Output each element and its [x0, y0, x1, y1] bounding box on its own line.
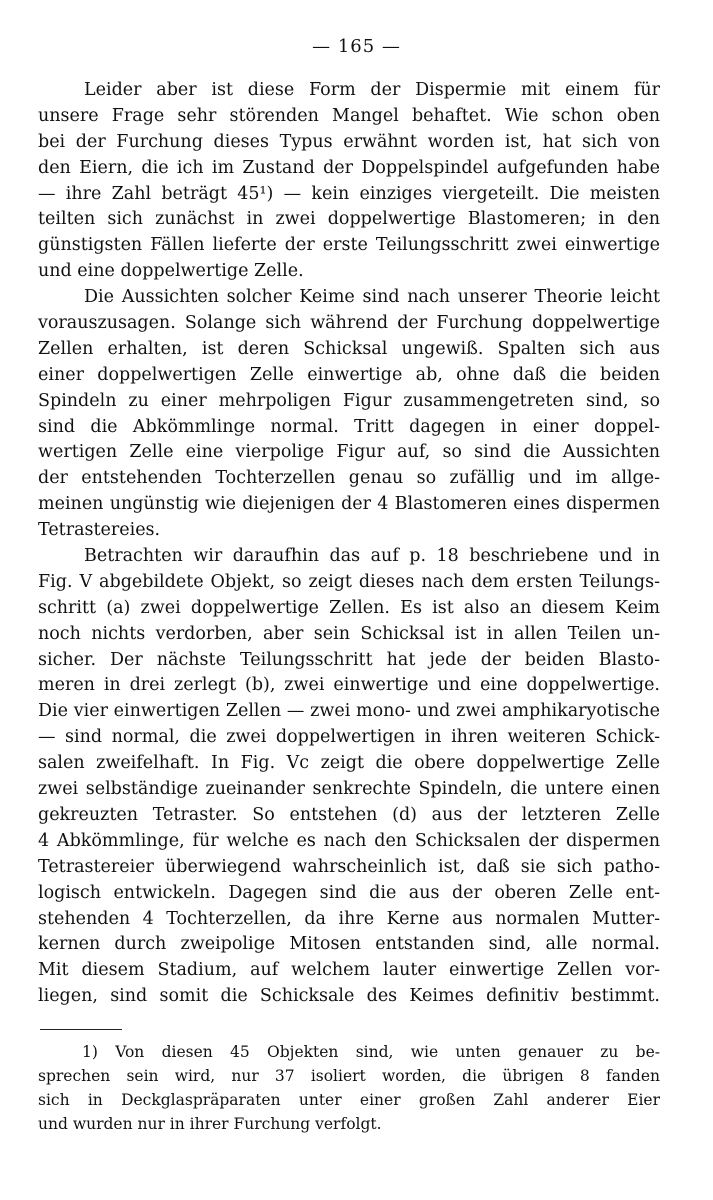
paragraph-3-line: gekreuzten Tetraster. So entstehen (d) aus der letzteren Zelle	[38, 804, 660, 825]
paragraph-3-line: Betrachten wir daraufhin das auf p. 18 beschriebene und in	[84, 546, 660, 567]
paragraph-3-line: Die vier einwertigen Zellen — zwei mono- und zwei amphikaryotische	[38, 701, 660, 722]
footnote-line: und wurden nur in ihrer Furchung verfolgt.	[38, 1115, 382, 1133]
paragraph-1-line: günstigsten Fällen lieferte der erste Teilungsschritt zwei einwertige	[38, 235, 660, 256]
paragraph-3-line: logisch entwickeln. Dagegen sind die aus der oberen Zelle ent-	[38, 882, 660, 903]
footnote-line: sich in Deckglaspräparaten unter einer großen Zahl anderer Eier	[38, 1091, 660, 1109]
paragraph-3-line: Mit diesem Stadium, auf welchem lauter einwertige Zellen vor-	[38, 960, 660, 981]
page-number: — 165 —	[312, 36, 401, 57]
paragraph-2-line: wertigen Zelle eine vierpolige Figur auf, so sind die Aussichten	[38, 442, 660, 463]
paragraph-2-line: vorauszusagen. Solange sich während der Furchung doppelwertige	[38, 313, 660, 334]
paragraph-3-line: sicher. Der nächste Teilungsschritt hat jede der beiden Blasto-	[38, 649, 660, 670]
paragraph-3-line: Tetrastereier überwiegend wahrscheinlich ist, daß sie sich patho-	[38, 856, 660, 877]
body-text	[38, 78, 660, 1010]
paragraph-2-line: Spindeln zu einer mehrpoligen Figur zusammengetreten sind, so	[38, 390, 660, 411]
footnote-divider	[40, 1029, 122, 1030]
paragraph-1-line: teilten sich zunächst in zwei doppelwertige Blastomeren; in den	[38, 209, 660, 230]
footnote-line: 1) Von diesen 45 Objekten sind, wie unten genauer zu be-	[82, 1043, 660, 1061]
paragraph-3-line: schritt (a) zwei doppelwertige Zellen. Es ist also an diesem Keim	[38, 597, 660, 618]
paragraph-1-line: unsere Frage sehr störenden Mangel behaftet. Wie schon oben	[38, 105, 660, 126]
paragraph-2-line: Tetrastereies.	[38, 520, 161, 541]
paragraph-2-line: der entstehenden Tochterzellen genau so zufällig und im allge-	[38, 468, 660, 489]
paragraph-3-line: Fig. V abgebildete Objekt, so zeigt dieses nach dem ersten Teilungs-	[38, 571, 660, 592]
paragraph-3-line: meren in drei zerlegt (b), zwei einwertige und eine doppelwertige.	[38, 675, 660, 696]
paragraph-2-line: Die Aussichten solcher Keime sind nach unserer Theorie leicht	[84, 287, 660, 308]
paragraph-3-line: stehenden 4 Tochterzellen, da ihre Kerne aus normalen Mutter-	[38, 908, 660, 929]
paragraph-2-line: einer doppelwertigen Zelle einwertige ab, ohne daß die beiden	[38, 364, 660, 385]
paragraph-2-line: sind die Abkömmlinge normal. Tritt dagegen in einer doppel-	[38, 416, 660, 437]
paragraph-3-line: — sind normal, die zwei doppelwertigen in ihren weiteren Schick-	[38, 727, 660, 748]
paragraph-3-line: liegen, sind somit die Schicksale des Keimes definitiv bestimmt.	[38, 986, 660, 1007]
paragraph-1-line-footnote-ref: — ihre Zahl beträgt 45¹) — kein einziges viergeteilt. Die meisten	[38, 183, 660, 204]
paragraph-2-line: Zellen erhalten, ist deren Schicksal ungewiß. Spalten sich aus	[38, 338, 660, 359]
paragraph-2-line: meinen ungünstig wie diejenigen der 4 Blastomeren eines dispermen	[38, 494, 660, 515]
paragraph-1-line: Leider aber ist diese Form der Dispermie mit einem für	[84, 80, 660, 100]
footnote-line: sprechen sein wird, nur 37 isoliert worden, die übrigen 8 fanden	[38, 1067, 660, 1085]
paragraph-3-line: kernen durch zweipolige Mitosen entstanden sind, alle normal.	[38, 934, 660, 955]
paragraph-3-line: zwei selbständige zueinander senkrechte Spindeln, die untere einen	[38, 779, 660, 800]
footnotes	[38, 1040, 660, 1136]
paragraph-3-line: 4 Abkömmlinge, für welche es nach den Schicksalen der dispermen	[38, 830, 660, 851]
paragraph-1-line: und eine doppelwertige Zelle.	[38, 261, 304, 282]
paragraph-1-line: bei der Furchung dieses Typus erwähnt worden ist, hat sich von	[38, 131, 660, 152]
paragraph-1-line: den Eiern, die ich im Zustand der Doppelspindel aufgefunden habe	[38, 157, 660, 178]
paragraph-3-line: noch nichts verdorben, aber sein Schicksal ist in allen Teilen un-	[38, 623, 660, 644]
paragraph-3-line: salen zweifelhaft. In Fig. Vc zeigt die obere doppelwertige Zelle	[38, 753, 660, 774]
